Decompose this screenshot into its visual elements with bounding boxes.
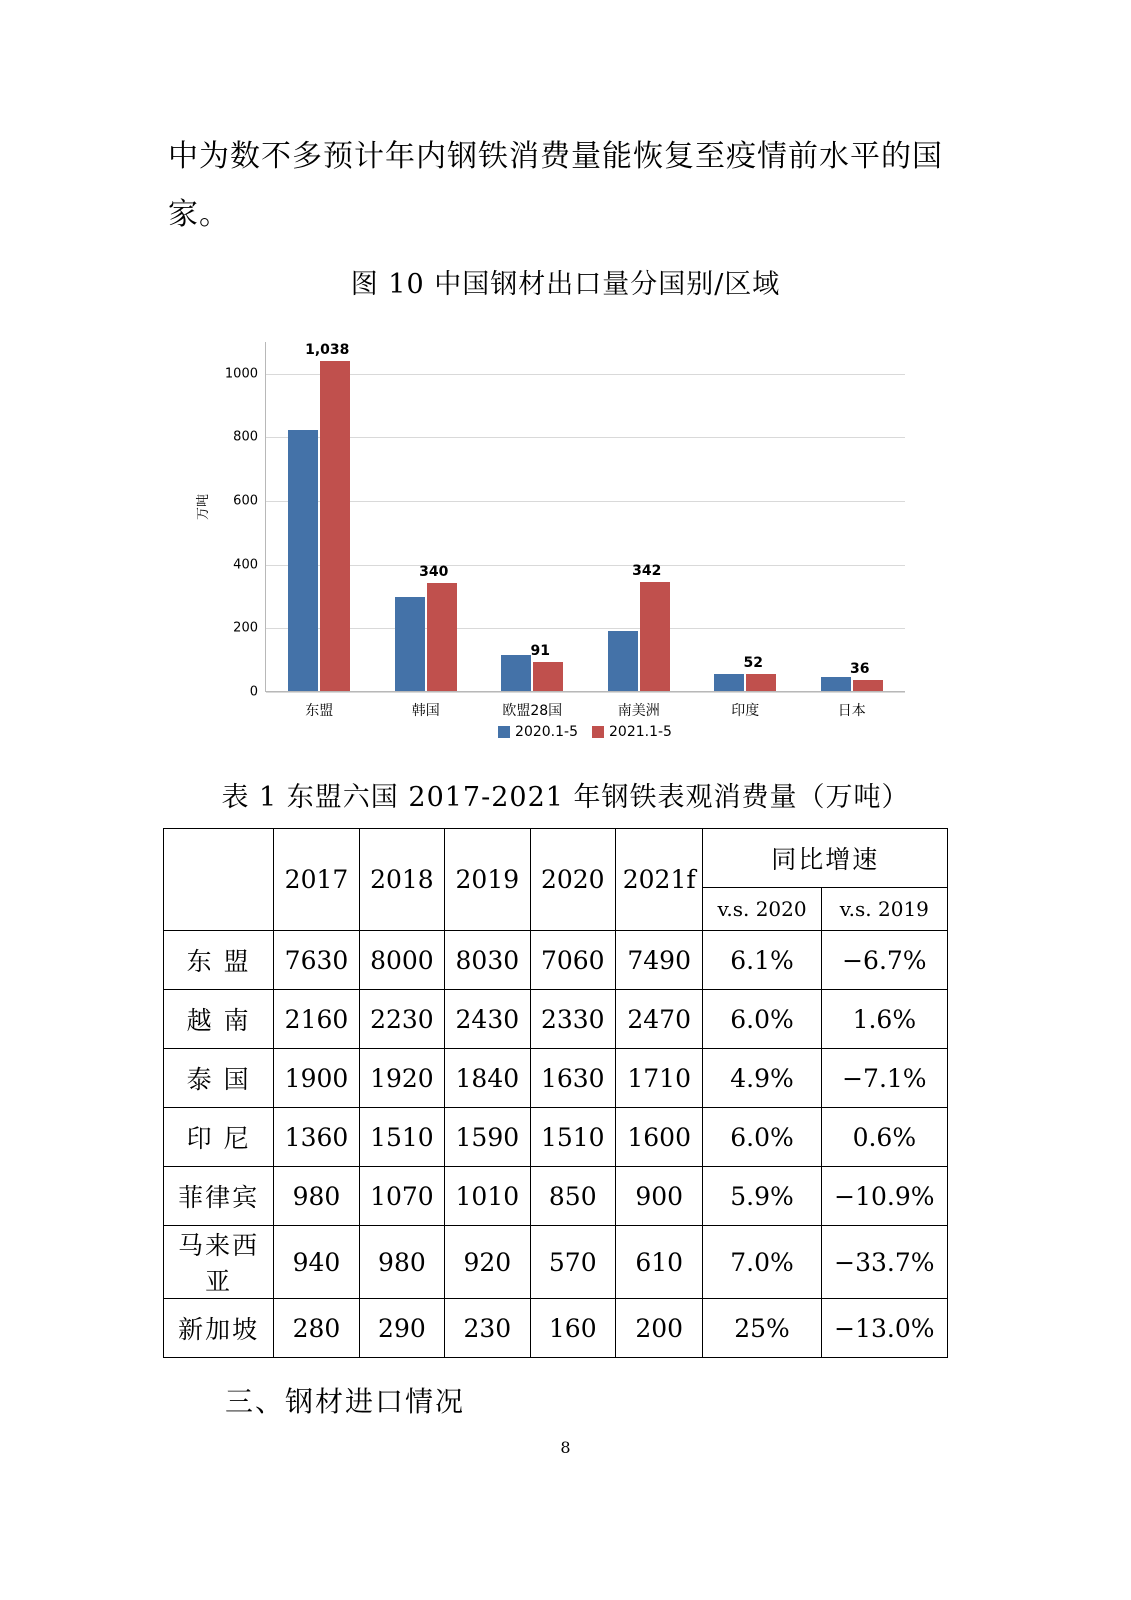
table-cell-vs-2020: 6.0%: [703, 990, 821, 1049]
table-cell-vs-2019: −13.0%: [821, 1299, 947, 1358]
page-number: 8: [560, 1438, 571, 1457]
chart-bars: [586, 342, 693, 691]
table-cell-vs-2020: 7.0%: [703, 1226, 821, 1299]
chart-x-tick-label: 韩国: [411, 703, 440, 719]
table-row-header: 东 盟: [164, 931, 274, 990]
header-corner-blank: [164, 829, 274, 931]
table-cell-value: 940: [274, 1226, 359, 1299]
chart-value-label: 36: [850, 660, 870, 677]
chart-y-tick-label: 0: [249, 684, 258, 700]
chart-bar: [608, 631, 638, 691]
header-vs-2020: v.s. 2020: [703, 888, 821, 931]
chart-x-tick-label: 日本: [837, 703, 866, 719]
chart-legend: [265, 724, 905, 740]
table-cell-value: 1630: [530, 1049, 615, 1108]
table-cell-value: 7490: [615, 931, 702, 990]
chart-legend-item: [498, 724, 578, 740]
bar-chart: [190, 320, 950, 760]
chart-legend-label: 2020.1-5: [515, 724, 578, 740]
chart-bars: [799, 342, 906, 691]
table-cell-value: 920: [445, 1226, 530, 1299]
table-cell-value: 2330: [530, 990, 615, 1049]
table-cell-vs-2019: −6.7%: [821, 931, 947, 990]
chart-gridline: [249, 684, 905, 700]
table-cell-value: 1010: [445, 1167, 530, 1226]
chart-legend-item: [592, 724, 672, 740]
chart-bar-group: [266, 341, 373, 719]
table-cell-vs-2019: 1.6%: [821, 990, 947, 1049]
chart-bar: [821, 677, 851, 691]
chart-y-tick-label: 600: [233, 493, 258, 509]
chart-bar: [746, 674, 776, 691]
chart-bar: [853, 680, 883, 691]
chart-value-label: 52: [743, 655, 763, 672]
chart-bar: [640, 582, 670, 691]
table-cell-vs-2020: 25%: [703, 1299, 821, 1358]
table-cell-value: 2430: [445, 990, 530, 1049]
table-cell-value: 1510: [530, 1108, 615, 1167]
chart-legend-swatch: [498, 726, 510, 738]
table-cell-value: 200: [615, 1299, 702, 1358]
chart-y-tick-label: 400: [233, 557, 258, 573]
figure-title: 图 10 中国钢材出口量分国别/区域: [350, 269, 781, 300]
table-row: [164, 1108, 948, 1167]
table-cell-value: 570: [530, 1226, 615, 1299]
table-row-header: 印 尼: [164, 1108, 274, 1167]
chart-bars: [266, 342, 373, 691]
table-cell-value: 900: [615, 1167, 702, 1226]
table-cell-value: 1360: [274, 1108, 359, 1167]
table-cell-value: 1510: [359, 1108, 444, 1167]
chart-bar-group: [692, 342, 799, 719]
chart-bar-group: [373, 342, 480, 719]
header-growth-group: 同比增速: [703, 829, 948, 888]
chart-x-tick-label: 东盟: [305, 703, 334, 719]
chart-bars: [692, 342, 799, 691]
table-cell-vs-2019: −7.1%: [821, 1049, 947, 1108]
table-row-header: 新加坡: [164, 1299, 274, 1358]
table-cell-value: 1590: [445, 1108, 530, 1167]
table-row-header: 菲律宾: [164, 1167, 274, 1226]
header-vs-2019: v.s. 2019: [821, 888, 947, 931]
chart-value-label: 340: [419, 563, 449, 580]
table-cell-value: 1920: [359, 1049, 444, 1108]
table-cell-value: 230: [445, 1299, 530, 1358]
table-cell-vs-2020: 5.9%: [703, 1167, 821, 1226]
table-cell-value: 610: [615, 1226, 702, 1299]
table-cell-vs-2019: −10.9%: [821, 1167, 947, 1226]
table-row: [164, 1299, 948, 1358]
chart-bar: [395, 597, 425, 692]
chart-plot-area: [224, 341, 905, 719]
header-year-2021f: 2021f: [615, 829, 702, 931]
chart-y-axis-label: 万吨: [196, 493, 211, 520]
chart-x-tick-label: 印度: [731, 703, 760, 719]
header-year-2017: 2017: [274, 829, 359, 931]
consumption-table: [163, 828, 948, 1358]
chart-value-label: 91: [530, 643, 550, 660]
chart-value-label: 1,038: [305, 341, 350, 358]
header-year-2019: 2019: [445, 829, 530, 931]
table-cell-vs-2020: 6.1%: [703, 931, 821, 990]
chart-bar: [714, 674, 744, 691]
table-cell-value: 8030: [445, 931, 530, 990]
table-cell-value: 160: [530, 1299, 615, 1358]
section-heading: 三、钢材进口情况: [225, 1385, 466, 1418]
table-cell-value: 280: [274, 1299, 359, 1358]
table-cell-vs-2019: 0.6%: [821, 1108, 947, 1167]
chart-bar-group: [799, 342, 906, 719]
chart-bars: [479, 342, 586, 691]
body-paragraph: 中为数不多预计年内钢铁消费量能恢复至疫情前水平的国家。: [168, 139, 943, 232]
chart-legend-swatch: [592, 726, 604, 738]
table-cell-value: 1070: [359, 1167, 444, 1226]
chart-bar: [288, 430, 318, 691]
table-row-header: 泰 国: [164, 1049, 274, 1108]
chart-bar: [501, 655, 531, 691]
table-cell-value: 8000: [359, 931, 444, 990]
table-cell-value: 1600: [615, 1108, 702, 1167]
chart-y-tick-label: 200: [233, 620, 258, 636]
table-cell-vs-2020: 4.9%: [703, 1049, 821, 1108]
table-header-row-1: [164, 829, 948, 888]
chart-y-tick-label: 800: [233, 429, 258, 445]
table-cell-value: 980: [359, 1226, 444, 1299]
table-cell-value: 2230: [359, 990, 444, 1049]
table-cell-value: 290: [359, 1299, 444, 1358]
table-row-header: 越 南: [164, 990, 274, 1049]
chart-bar-groups: [266, 341, 905, 719]
table-cell-value: 850: [530, 1167, 615, 1226]
header-year-2020: 2020: [530, 829, 615, 931]
chart-bar-group: [586, 342, 693, 719]
table-row: [164, 1049, 948, 1108]
table-cell-value: 7630: [274, 931, 359, 990]
table-row: [164, 931, 948, 990]
chart-bar: [427, 583, 457, 691]
table-row: [164, 1167, 948, 1226]
table-row: [164, 990, 948, 1049]
table-cell-value: 1710: [615, 1049, 702, 1108]
chart-legend-label: 2021.1-5: [609, 724, 672, 740]
table-cell-value: 1840: [445, 1049, 530, 1108]
chart-bars: [373, 342, 480, 691]
chart-y-tick-label: 1000: [224, 366, 258, 382]
chart-value-label: 342: [632, 563, 662, 580]
table-cell-value: 7060: [530, 931, 615, 990]
table-cell-value: 1900: [274, 1049, 359, 1108]
table-title: 表 1 东盟六国 2017-2021 年钢铁表观消费量（万吨）: [221, 782, 910, 813]
chart-x-tick-label: 南美洲: [617, 703, 660, 719]
chart-x-tick-label: 欧盟28国: [502, 703, 563, 719]
table-body: [164, 931, 948, 1358]
header-year-2018: 2018: [359, 829, 444, 931]
table-cell-value: 2160: [274, 990, 359, 1049]
chart-bar: [533, 662, 563, 691]
table-cell-value: 2470: [615, 990, 702, 1049]
table-cell-vs-2019: −33.7%: [821, 1226, 947, 1299]
chart-bar: [320, 361, 350, 691]
table-cell-value: 980: [274, 1167, 359, 1226]
table-row: [164, 1226, 948, 1299]
table-row-header: 马来西亚: [164, 1226, 274, 1299]
chart-bar-group: [479, 342, 586, 719]
table-cell-vs-2020: 6.0%: [703, 1108, 821, 1167]
